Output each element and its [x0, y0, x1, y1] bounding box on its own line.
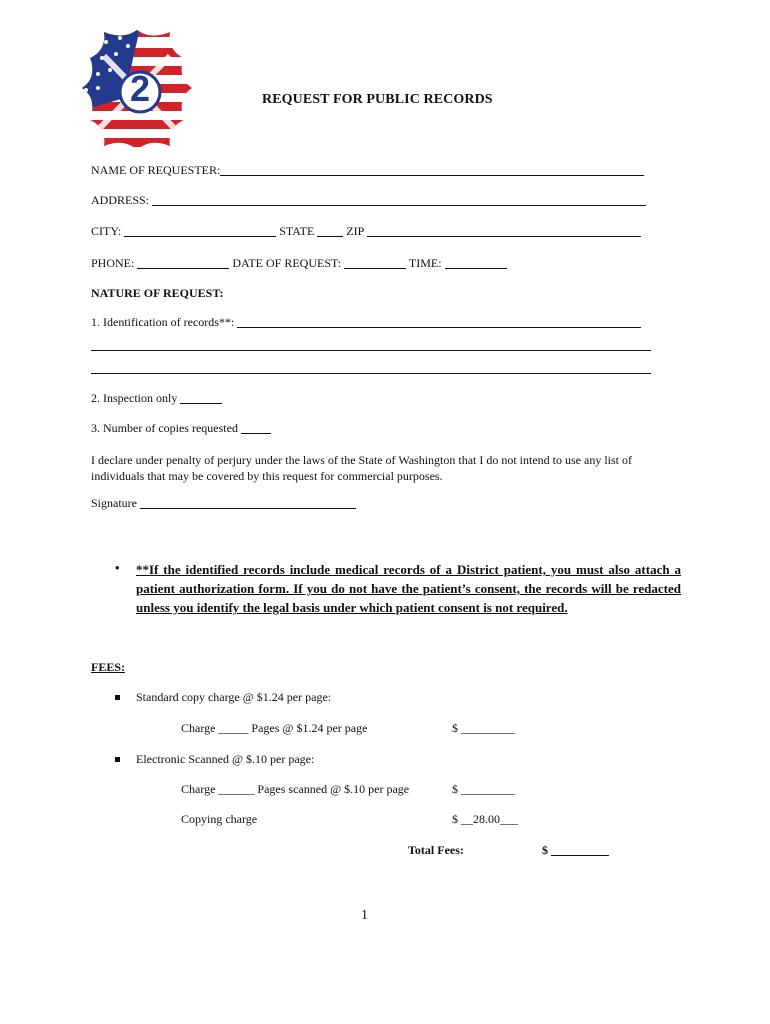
nature-heading: NATURE OF REQUEST: [91, 286, 224, 300]
name-field[interactable] [220, 163, 644, 176]
identification-field[interactable] [237, 315, 641, 328]
declaration-text: I declare under penalty of perjury under the laws of the State of Washington that I do not intend to use any list of individuals that may be covered by this request for commercial purposes. [91, 453, 633, 483]
signature-label: Signature [91, 496, 137, 510]
total-fees-row [542, 843, 609, 858]
medical-records-notice: **If the identified records include medical records of a District patient, you must also attach a patient authorization form. If you do not have the patient’s consent, the records will be redacted unless you identify the legal basis under which patient consent is not required. [136, 562, 681, 615]
time-field[interactable] [445, 256, 507, 269]
identification-label: 1. Identification of records**: [91, 315, 235, 329]
zip-label: ZIP [346, 224, 364, 238]
address-row [91, 193, 646, 208]
total-dollar-sign: $ [542, 843, 548, 857]
inspection-row [91, 391, 222, 406]
zip-field[interactable] [367, 224, 641, 237]
copying-amount: $ __28.00___ [452, 812, 518, 826]
electronic-charge-line[interactable]: Charge ______ Pages scanned @ $.10 per page [181, 782, 410, 796]
identification-line-3[interactable] [91, 373, 651, 374]
page-title: REQUEST FOR PUBLIC RECORDS [262, 92, 493, 107]
inspection-label: 2. Inspection only [91, 391, 178, 405]
standard-amount[interactable]: $ _________ [452, 721, 515, 735]
city-row [91, 224, 641, 239]
city-label: CITY: [91, 224, 122, 238]
state-label: STATE [279, 224, 315, 238]
square-bullet-icon [115, 695, 120, 700]
copies-label: 3. Number of copies requested [91, 421, 238, 435]
date-field[interactable] [344, 256, 406, 269]
standard-copy-label: Standard copy charge @ $1.24 per page: [136, 690, 332, 704]
standard-charge-line[interactable]: Charge _____ Pages @ $1.24 per page [181, 721, 368, 735]
copying-charge-label: Copying charge [181, 812, 258, 826]
signature-field[interactable] [140, 496, 356, 509]
phone-row [91, 256, 507, 271]
phone-label: PHONE: [91, 256, 135, 270]
logo-number: 2 [130, 68, 151, 109]
time-label: TIME: [408, 256, 442, 270]
square-bullet-icon [115, 757, 120, 762]
phone-field[interactable] [137, 256, 229, 269]
copies-row [91, 421, 271, 436]
identification-row [91, 315, 641, 330]
identification-line-2[interactable] [91, 350, 651, 351]
name-label: NAME OF REQUESTER: [91, 163, 221, 177]
state-field[interactable] [317, 224, 343, 237]
city-field[interactable] [124, 224, 276, 237]
page-number: 1 [361, 908, 368, 923]
inspection-field[interactable] [180, 391, 222, 404]
copies-field[interactable] [241, 421, 271, 434]
date-label: DATE OF REQUEST: [232, 256, 342, 270]
total-fees-field[interactable] [551, 843, 609, 856]
address-field[interactable] [152, 193, 646, 206]
district-logo [78, 28, 196, 152]
electronic-amount[interactable]: $ _________ [452, 782, 515, 796]
signature-row [91, 496, 356, 511]
address-label: ADDRESS: [91, 193, 150, 207]
fees-heading: FEES: [91, 660, 126, 674]
name-row [91, 163, 644, 178]
total-fees-label: Total Fees: [408, 843, 464, 857]
electronic-label: Electronic Scanned @ $.10 per page: [136, 752, 315, 766]
notice-bullet: • [115, 560, 120, 575]
